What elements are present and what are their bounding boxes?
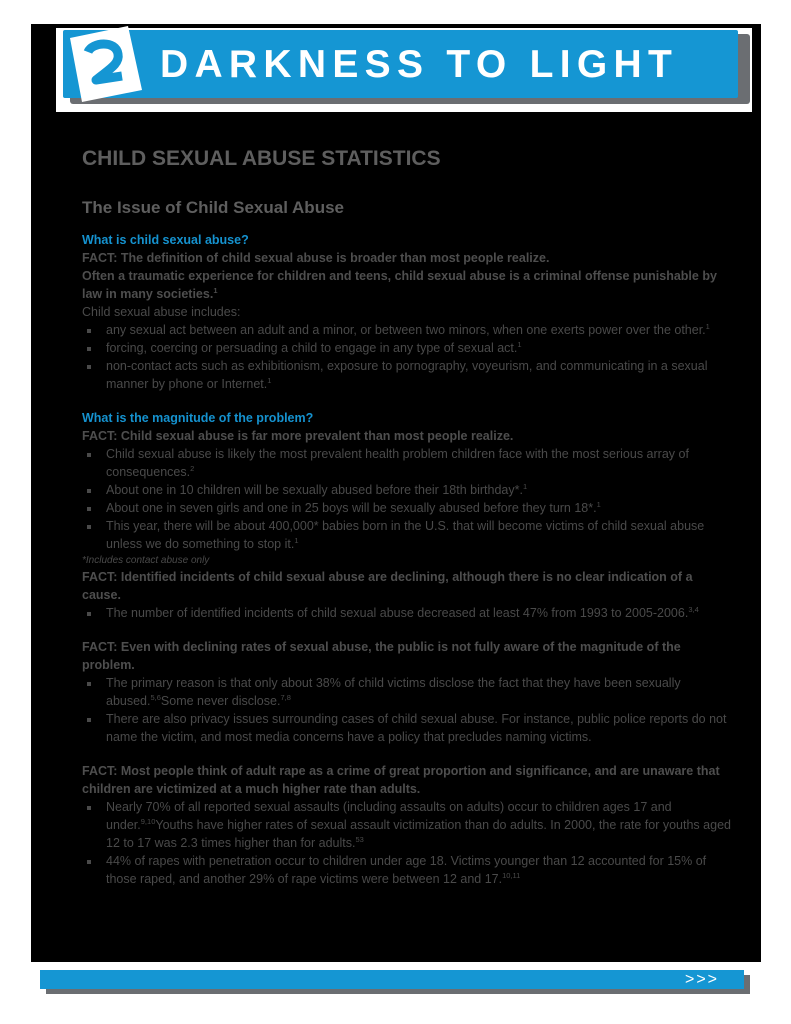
contact-abuse-note: *Includes contact abuse only — [82, 555, 210, 566]
abuse-includes-list — [82, 321, 732, 393]
section-subtitle: The Issue of Child Sexual Abuse — [82, 198, 344, 217]
list-item: This year, there will be about 400,000* babies born in the U.S. that will become victims of child sexual abuse unless we do something to stop it.$^1$ — [82, 517, 732, 553]
footer-bar — [40, 970, 744, 989]
fact-criminal-offense — [82, 267, 732, 303]
abuse-includes-intro: Child sexual abuse includes: — [82, 305, 241, 319]
list-item: non-contact acts such as exhibitionism, exposure to pornography, voyeurism, and communicating in a sexual manner by phone or Internet.$^1$ — [82, 357, 732, 393]
darkness-to-light-logo-icon — [66, 24, 146, 104]
list-item: Child sexual abuse is likely the most prevalent health problem children face with the most serious array of consequences.$^2$ — [82, 445, 732, 481]
footnote-ref: 1 — [213, 286, 218, 295]
list-item: Nearly 70% of all reported sexual assaults (including assaults on adults) occur to children ages 17 and under.$^{9,10}$Youths have higher rates of sexual assault victimization than do adults. In 2000, the rate for youths aged 12 to 17 was 2.3 times higher than for adults.$^{53}$ — [82, 798, 732, 852]
list-item: forcing, coercing or persuading a child to engage in any type of sexual act.$^1$ — [82, 339, 732, 357]
list-item: 44% of rapes with penetration occur to children under age 18. Victims younger than 12 accounted for 15% of those raped, and another 29% of rape victims were between 12 and 17.$^{10,11}$ — [82, 852, 732, 888]
fact-adult-rape: FACT: Most people think of adult rape as a crime of great proportion and significance, and are unaware that children are victimized at a much higher rate than adults. — [82, 764, 720, 796]
declining-list — [82, 604, 732, 622]
rape-statistics-list — [82, 798, 732, 888]
awareness-list — [82, 674, 732, 746]
list-item: About one in 10 children will be sexually abused before their 18th birthday*.$^1$ — [82, 481, 732, 499]
list-item: About one in seven girls and one in 25 boys will be sexually abused before they turn 18*.$^1$ — [82, 499, 732, 517]
next-page-arrows[interactable]: >>> — [684, 971, 719, 988]
question-magnitude: What is the magnitude of the problem? — [82, 411, 314, 425]
fact-declining: FACT: Identified incidents of child sexual abuse are declining, although there is no clear indication of a cause. — [82, 570, 693, 602]
fact-public-awareness: FACT: Even with declining rates of sexual abuse, the public is not fully aware of the magnitude of the problem. — [82, 640, 681, 672]
brand-name: DARKNESS TO LIGHT — [160, 43, 679, 86]
list-item: The primary reason is that only about 38% of child victims disclose the fact that they have been sexually abused.$^{5,6}$Some never disclose.$^{7,8}$ — [82, 674, 732, 710]
fact-criminal-offense-text: Often a traumatic experience for children and teens, child sexual abuse is a criminal offense punishable by law in many societies. — [82, 269, 717, 301]
fact-definition: FACT: The definition of child sexual abuse is broader than most people realize. — [82, 251, 550, 265]
question-definition: What is child sexual abuse? — [82, 233, 249, 247]
list-item: The number of identified incidents of child sexual abuse decreased at least 47% from 1993 to 2005-2006.$^{3,4}$ — [82, 604, 732, 622]
page-title: CHILD SEXUAL ABUSE STATISTICS — [82, 147, 441, 170]
prevalence-list — [82, 445, 732, 553]
list-item: There are also privacy issues surrounding cases of child sexual abuse. For instance, public police reports do not name the victim, and most media concerns have a policy that precludes naming victims. — [82, 710, 732, 746]
main-content — [82, 146, 732, 888]
fact-prevalence: FACT: Child sexual abuse is far more prevalent than most people realize. — [82, 429, 514, 443]
list-item: any sexual act between an adult and a minor, or between two minors, when one exerts power over the other.$^1$ — [82, 321, 732, 339]
